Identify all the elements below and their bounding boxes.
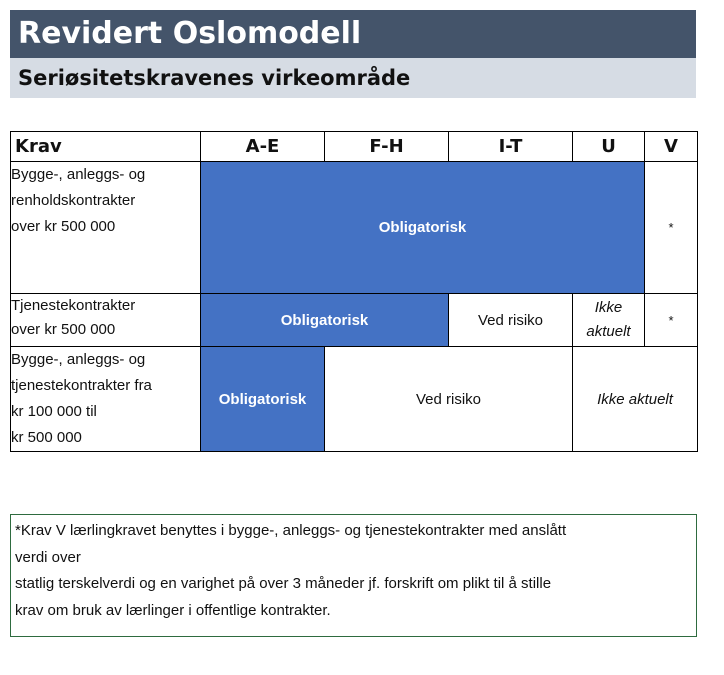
- v-cell: *: [645, 162, 698, 294]
- obligatorisk-cell: Obligatorisk: [201, 347, 325, 452]
- row-label-line: Bygge-, anleggs- og: [11, 351, 146, 368]
- ikke-aktuelt-line: aktuelt: [586, 323, 631, 340]
- table-header-row: [11, 132, 698, 162]
- page-title: Revidert Oslomodell: [10, 10, 696, 58]
- obligatorisk-cell: Obligatorisk: [201, 162, 645, 294]
- ved-risiko-cell: Ved risiko: [449, 294, 573, 347]
- row-label-line: Tjenestekontrakter: [11, 297, 136, 314]
- row-label-line: kr 100 000 til: [11, 403, 97, 420]
- row-label-line: tjenestekontrakter fra: [11, 377, 152, 394]
- row-label: [11, 294, 201, 347]
- ikke-aktuelt-cell: [573, 294, 645, 347]
- column-header-f-h: F-H: [325, 132, 449, 162]
- column-header-a-e: A-E: [201, 132, 325, 162]
- row-label-line: renholdskontrakter: [11, 192, 136, 209]
- column-header-v: V: [645, 132, 698, 162]
- column-header-i-t: I-T: [449, 132, 573, 162]
- footnote-line: krav om bruk av lærlinger i offentlige kontrakter.: [15, 601, 331, 619]
- row-label-line: Bygge-, anleggs- og: [11, 166, 146, 183]
- row-label-line: over kr 500 000: [11, 218, 116, 235]
- page-subtitle: Seriøsitetskravenes virkeområde: [10, 58, 696, 98]
- requirements-table: [10, 131, 698, 452]
- footnote-box: [10, 514, 697, 637]
- column-header-u: U: [573, 132, 645, 162]
- row-label-line: over kr 500 000: [11, 321, 116, 338]
- footnote-line: statlig terskelverdi og en varighet på over 3 måneder jf. forskrift om plikt til å stille: [15, 575, 552, 592]
- ved-risiko-cell: Ved risiko: [325, 347, 573, 452]
- ikke-aktuelt-cell: Ikke aktuelt: [573, 347, 698, 452]
- table-row: [11, 347, 698, 452]
- footnote-line: verdi over: [15, 548, 81, 566]
- column-header-krav: Krav: [11, 132, 201, 162]
- table-row: [11, 294, 698, 347]
- footnote-line: *Krav V lærlingkravet benyttes i bygge-, anleggs- og tjenestekontrakter med anslått: [15, 522, 567, 539]
- row-label: [11, 347, 201, 452]
- v-cell: *: [645, 294, 698, 347]
- ikke-aktuelt-line: Ikke: [594, 299, 623, 316]
- row-label-line: kr 500 000: [11, 429, 82, 446]
- table-row: [11, 162, 698, 294]
- row-label: [11, 162, 201, 294]
- obligatorisk-cell: Obligatorisk: [201, 294, 449, 347]
